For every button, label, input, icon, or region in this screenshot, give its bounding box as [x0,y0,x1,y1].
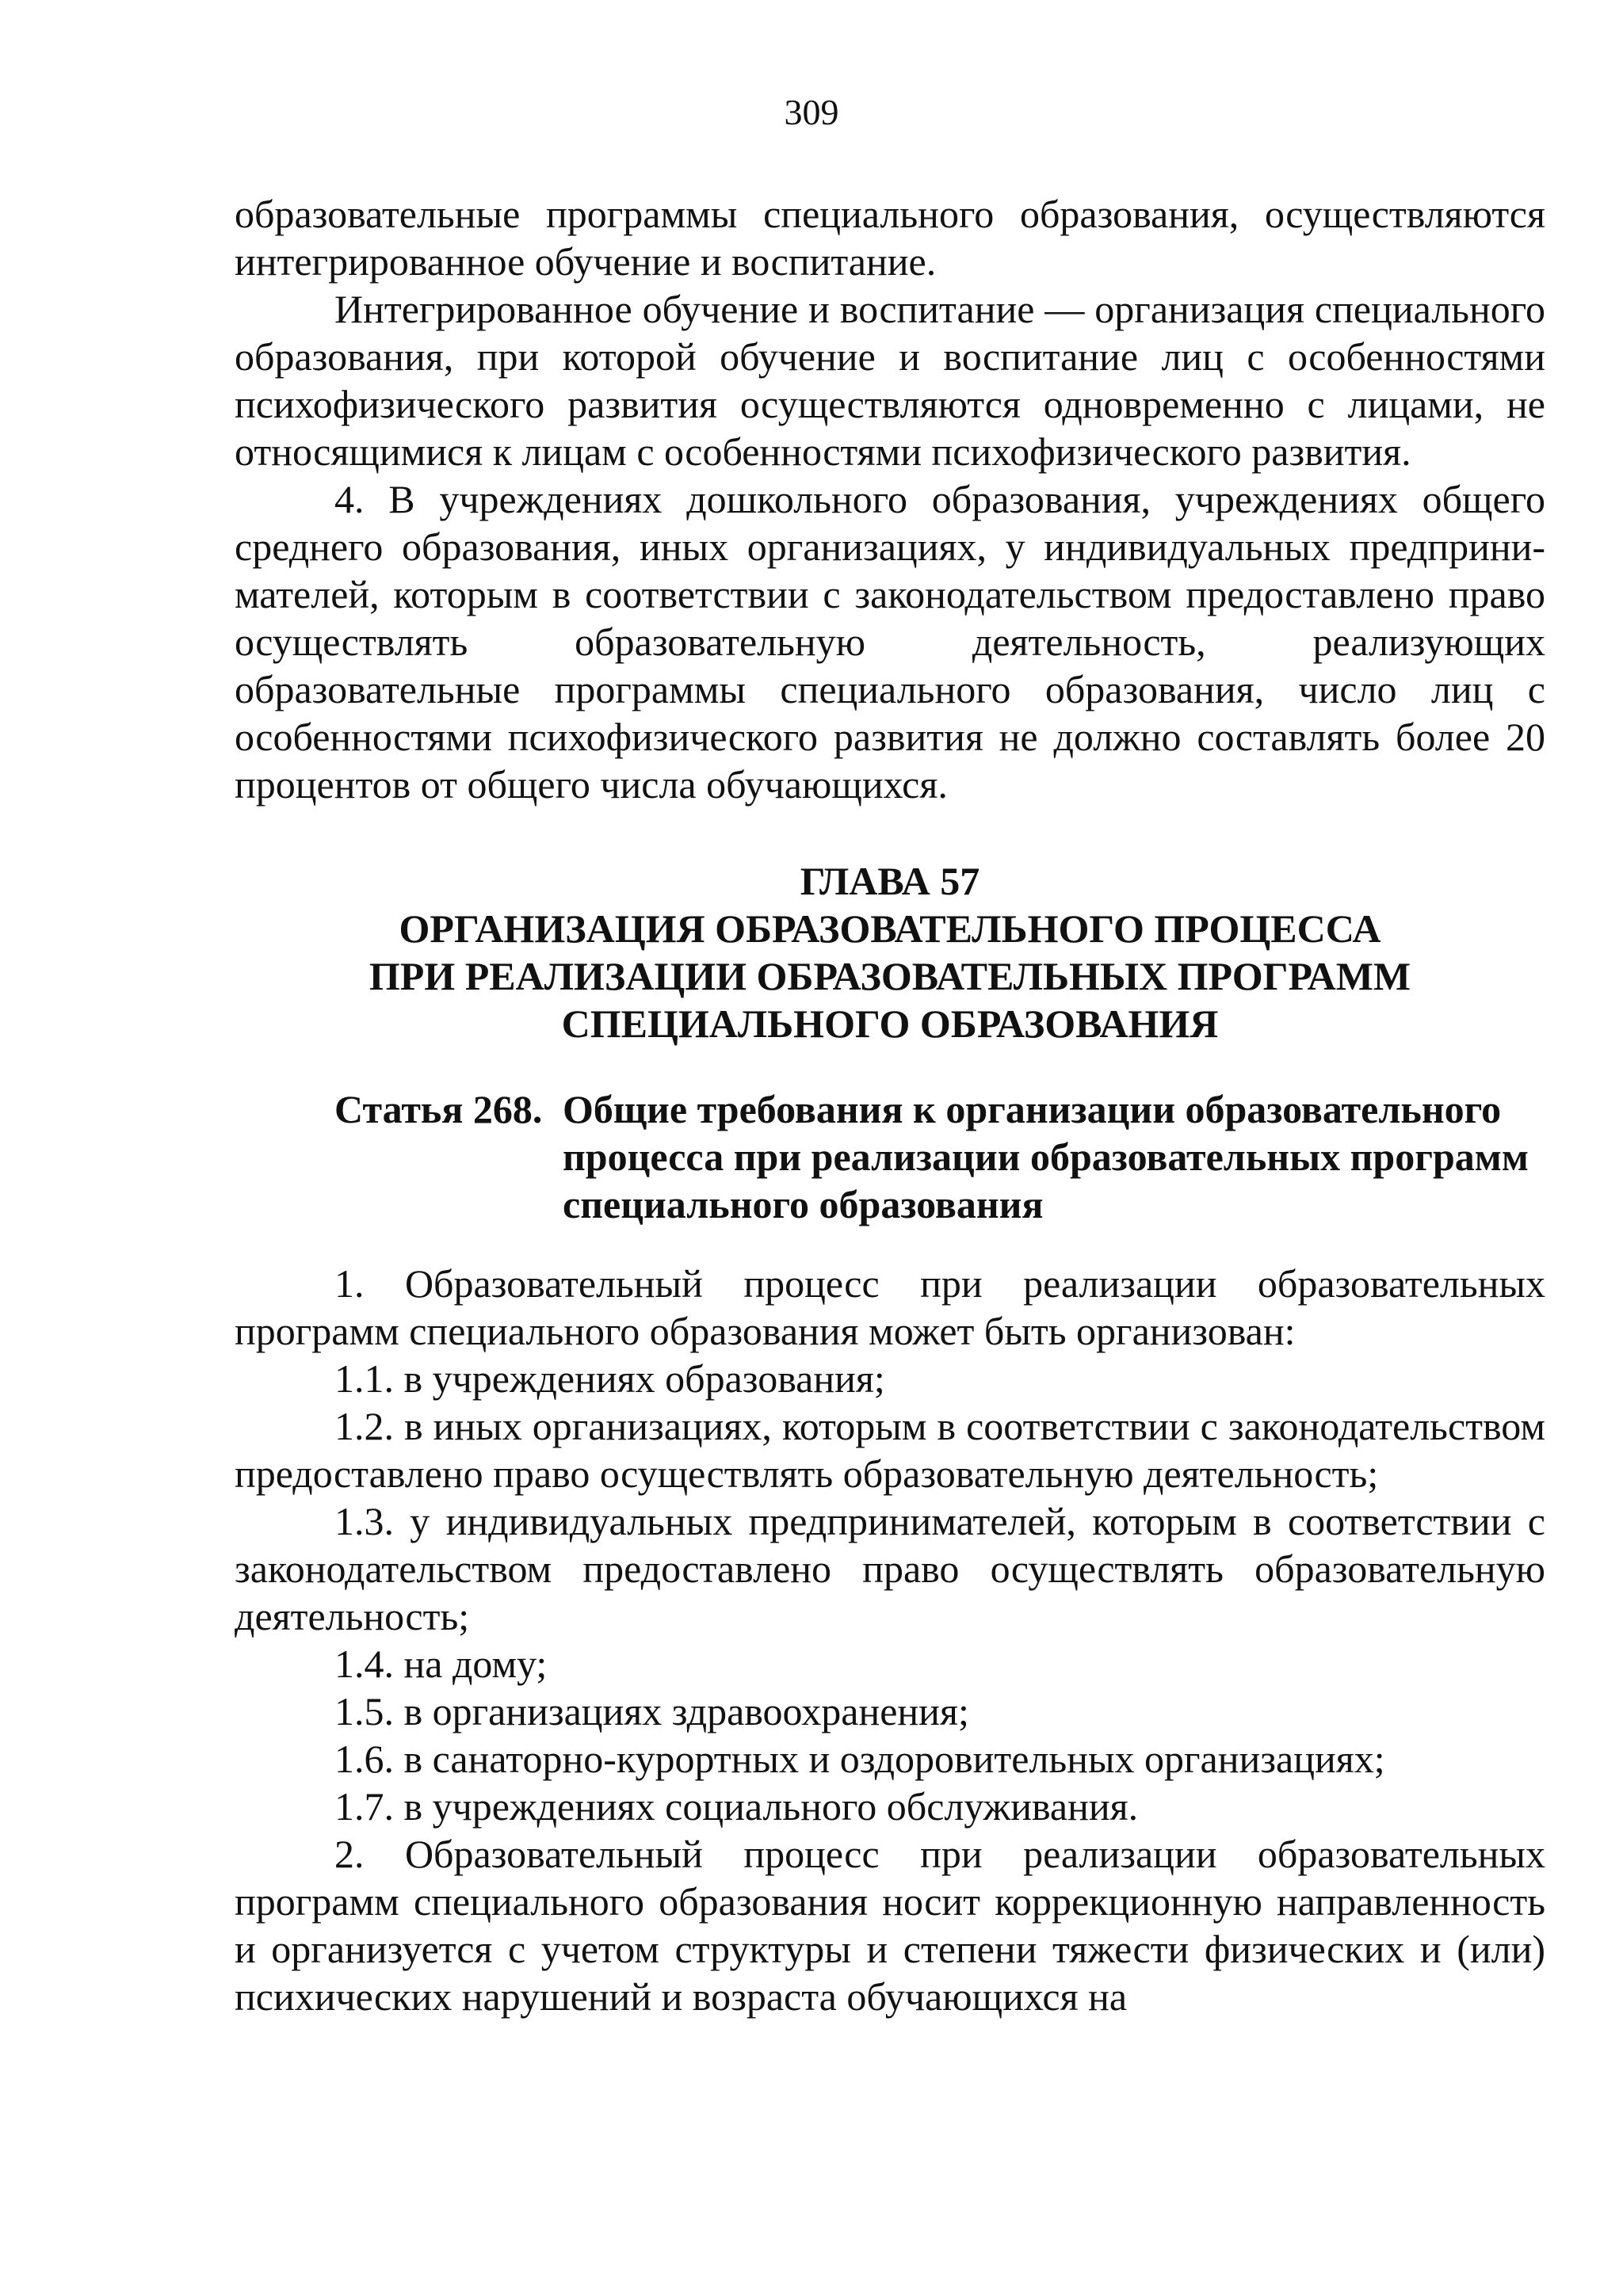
intro-paragraph-3: 4. В учреждениях дошкольного образования, учреждениях общего среднего образования, иных организациях, у индивидуальных предпринимателей, которым в соответствии с законодательством предоставлено право осуществлять образовательную деятельность, реализующих образовательные программы специального образования, число лиц с особенностями психофизического развития не должно составлять более 20 процентов от общего числа обучающихся. [235,477,1545,807]
article-item-1-6: 1.6. в санаторно-курортных и оздоровительных организациях; [334,1737,1385,1781]
chapter-number: ГЛАВА 57 [800,859,980,903]
article-item-1-1: 1.1. в учреждениях образования; [334,1356,885,1401]
chapter-heading [235,857,1545,1047]
article-item-1-5: 1.5. в организациях здравоохранения; [334,1689,969,1733]
intro-paragraph-2: Интегрированное обучение и воспитание — организация специального образования, при которой обучение и воспитание лиц с особенностями психофизического развития осуществляются одновременно с лицами, не относящимися к лицам с особенностями психофизического развития. [235,287,1545,474]
article-title: Общие требования к организации образовательного процесса при реализации образовательных программ специального образования [563,1087,1529,1226]
page-content [235,190,1545,2020]
article-item-1-4: 1.4. на дому; [334,1642,548,1686]
page-number: 309 [784,92,839,132]
chapter-title-line-3: СПЕЦИАЛЬНОГО ОБРАЗОВАНИЯ [561,1001,1219,1046]
chapter-title-line-2: ПРИ РЕАЛИЗАЦИИ ОБРАЗОВАТЕЛЬНЫХ ПРОГРАММ [369,954,1411,998]
article-item-1-3: 1.3. у индивидуальных предпринимателей, которым в соответствии с законодательством предоставлено право осуществлять образовательную деятельность; [235,1499,1545,1638]
article-item-1-7: 1.7. в учреждениях социального обслуживания. [334,1784,1139,1829]
article-number: Статья 268. [334,1087,543,1131]
intro-paragraph-1: образовательные программы специального образования, осуществляются интегрированное обучение и воспитание. [235,192,1545,284]
chapter-title-line-1: ОРГАНИЗАЦИЯ ОБРАЗОВАТЕЛЬНОГО ПРОЦЕССА [399,906,1381,951]
article-item-1-2: 1.2. в иных организациях, которым в соответствии с законодательством предоставлено право осуществлять образовательную деятельность; [235,1404,1545,1496]
article-paragraph-2: 2. Образовательный процесс при реализации образовательных программ специального образования носит коррекционную направленность и организуется с учетом структуры и степени тяжести физических и (или) психических нарушений и возраста обучающихся на [235,1832,1545,2019]
article-paragraph-1: 1. Образовательный процесс при реализации образовательных программ специального образования может быть организован: [235,1261,1545,1353]
article-heading [235,1085,1545,1228]
